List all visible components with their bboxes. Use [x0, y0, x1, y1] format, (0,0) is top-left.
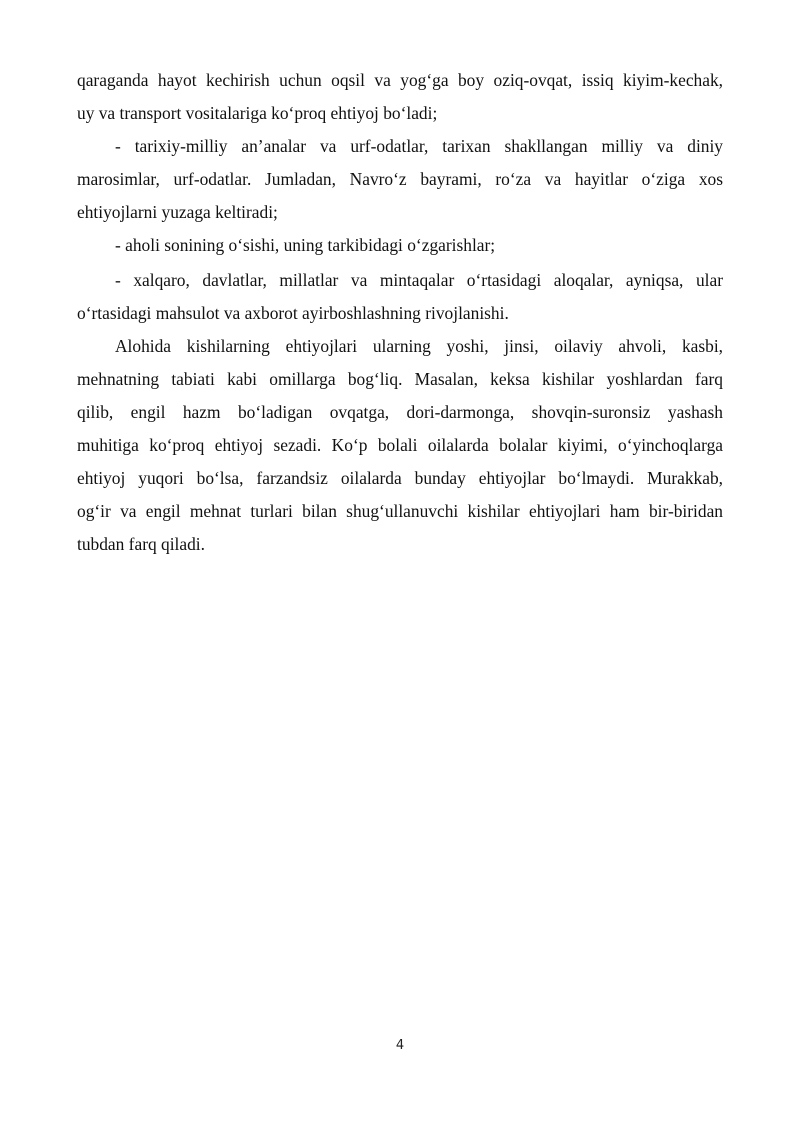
text-line: qilib, engil hazm bo‘ladigan ovqatga, dori-darmonga, shovqin-suronsiz yashash [77, 402, 723, 422]
text-line: o‘rtasidagi mahsulot va axborot ayirboshlashning rivojlanishi. [77, 303, 509, 323]
text-line: muhitiga ko‘proq ehtiyoj sezadi. Ko‘p bolali oilalarda bolalar kiyimi, o‘yinchoqlarga [77, 435, 723, 455]
list-item-traditions [77, 130, 723, 229]
paragraph-individual-needs [77, 330, 723, 561]
text-line: uy va transport vositalariga ko‘proq ehtiyoj bo‘ladi; [77, 103, 438, 123]
text-line: ehtiyoj yuqori bo‘lsa, farzandsiz oilalarda bunday ehtiyojlar bo‘lmaydi. Murakkab, [77, 468, 723, 488]
text-line: mehnatning tabiati kabi omillarga bog‘liq. Masalan, keksa kishilar yoshlardan farq [77, 369, 723, 389]
text-line: ehtiyojlarni yuzaga keltiradi; [77, 202, 278, 222]
paragraph-continuation [77, 64, 723, 130]
text-line: - aholi sonining o‘sishi, uning tarkibidagi o‘zgarishlar; [115, 235, 496, 255]
text-line: Alohida kishilarning ehtiyojlari ularning yoshi, jinsi, oilaviy ahvoli, kasbi, [115, 336, 723, 356]
text-line: - xalqaro, davlatlar, millatlar va mintaqalar o‘rtasidagi aloqalar, ayniqsa, ular [115, 270, 723, 290]
text-line: og‘ir va engil mehnat turlari bilan shug‘ullanuvchi kishilar ehtiyojlari ham bir-biridan [77, 501, 723, 521]
text-line: - tarixiy-milliy an’analar va urf-odatlar, tarixan shakllangan milliy va diniy [115, 136, 723, 156]
page-number: 4 [395, 1038, 405, 1053]
list-item-population [77, 229, 723, 262]
text-line: marosimlar, urf-odatlar. Jumladan, Navro‘z bayrami, ro‘za va hayitlar o‘ziga xos [77, 169, 723, 189]
text-line: tubdan farq qiladi. [77, 534, 205, 554]
document-page [77, 64, 723, 561]
text-line: qaraganda hayot kechirish uchun oqsil va yog‘ga boy oziq-ovqat, issiq kiyim-kechak, [77, 70, 723, 90]
list-item-international [77, 264, 723, 330]
